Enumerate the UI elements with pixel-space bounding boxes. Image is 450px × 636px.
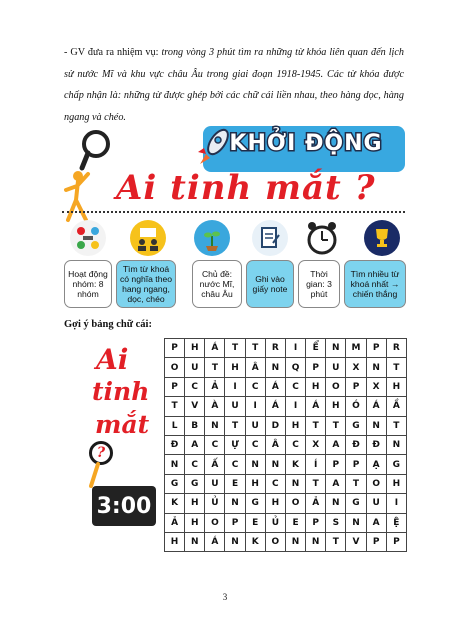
grid-cell: N (265, 358, 285, 377)
grid-cell: H (245, 474, 265, 493)
page-number: 3 (222, 592, 228, 602)
grid-cell: P (165, 377, 185, 396)
clock-icon (304, 220, 340, 256)
grid-cell: T (306, 474, 326, 493)
grid-cell: S (326, 513, 346, 532)
grid-cell: N (265, 455, 285, 474)
grid-cell: T (205, 358, 225, 377)
side-word-ai: Ai (96, 343, 129, 376)
grid-row (165, 474, 407, 493)
grid-cell: K (165, 494, 185, 513)
intro-prefix: - GV đưa ra nhiệm vụ: (64, 47, 162, 58)
grid-cell: N (165, 455, 185, 474)
grid-cell: Ệ (386, 513, 406, 532)
grid-cell: V (346, 532, 366, 551)
grid-cell: N (366, 358, 386, 377)
grid-cell: À (205, 397, 225, 416)
grid-cell: E (285, 513, 305, 532)
grid-cell: I (285, 397, 305, 416)
grid-cell: M (346, 339, 366, 358)
grid-cell: G (346, 416, 366, 435)
grid-cell: Đ (346, 435, 366, 454)
grid-cell: N (326, 339, 346, 358)
grid-cell: N (306, 532, 326, 551)
grid-cell: Ủ (265, 513, 285, 532)
grid-cell: G (346, 494, 366, 513)
grid-cell: X (306, 435, 326, 454)
grid-cell: T (386, 358, 406, 377)
grid-cell: Á (366, 397, 386, 416)
grid-cell: U (205, 474, 225, 493)
grid-cell: N (346, 513, 366, 532)
grid-cell: Ả (306, 494, 326, 513)
grid-cell: A (185, 435, 205, 454)
grid-cell: P (346, 455, 366, 474)
grid-cell: Ó (346, 397, 366, 416)
letter-grid (164, 338, 407, 552)
grid-cell: Â (245, 358, 265, 377)
banner-title: KHỞI ĐỘNG (229, 131, 383, 156)
grid-row (165, 494, 407, 513)
grid-cell: U (326, 358, 346, 377)
grid-cell: A (326, 474, 346, 493)
grid-cell: N (285, 532, 305, 551)
dotted-divider (62, 211, 405, 213)
grid-cell: C (245, 377, 265, 396)
grid-cell: C (225, 455, 245, 474)
grid-cell: O (366, 474, 386, 493)
grid-cell: P (225, 513, 245, 532)
grid-cell: T (326, 532, 346, 551)
grid-cell: G (245, 494, 265, 513)
grid-cell: Đ (366, 435, 386, 454)
grid-cell: T (346, 474, 366, 493)
grid-cell: P (366, 532, 386, 551)
grid-cell: I (225, 377, 245, 396)
intro-task: trong vòng 3 phút tìm ra những từ khóa liên quan đến lịch sử nước Mĩ và khu vực châu Âu trong giai đoạn 1918-1945. Các từ khóa được chấp nhận là: những từ được ghép bởi các chữ cái liền nhau, theo hàng dọc, hàng ngang và chéo. (64, 47, 404, 123)
grid-row (165, 377, 407, 396)
grid-cell: P (165, 339, 185, 358)
grid-cell: A (366, 513, 386, 532)
grid-cell: Ầ (386, 397, 406, 416)
grid-cell: H (185, 513, 205, 532)
grid-cell: Ả (165, 513, 185, 532)
grid-cell: K (245, 532, 265, 551)
grid-row (165, 513, 407, 532)
grid-cell: V (185, 397, 205, 416)
grid-cell: U (245, 416, 265, 435)
magnifier-handle-icon (88, 462, 102, 488)
grid-cell: P (346, 377, 366, 396)
grid-cell: H (185, 339, 205, 358)
grid-cell: Ủ (205, 494, 225, 513)
grid-cell: N (225, 532, 245, 551)
grid-cell: Đ (165, 435, 185, 454)
countdown-timer: 3:00 (92, 486, 156, 526)
grid-cell: Ả (205, 377, 225, 396)
grid-cell: L (165, 416, 185, 435)
grid-cell: P (306, 358, 326, 377)
grid-cell: O (205, 513, 225, 532)
grid-cell: H (386, 377, 406, 396)
card-activity: Hoạt động nhóm: 8 nhóm (64, 260, 112, 308)
card-topic: Chủ đề: nước Mĩ, châu Âu (192, 260, 242, 308)
grid-cell: C (285, 377, 305, 396)
grid-cell: I (386, 494, 406, 513)
card-note: Ghi vào giấy note (246, 260, 294, 308)
grid-cell: O (265, 532, 285, 551)
grid-cell: Ấ (205, 455, 225, 474)
grid-cell: C (285, 435, 305, 454)
grid-cell: P (366, 339, 386, 358)
grid-cell: H (285, 416, 305, 435)
magnifier-figure-icon (60, 128, 116, 228)
grid-cell: Q (285, 358, 305, 377)
section-title: Gợi ý bảng chữ cái: (64, 319, 152, 330)
grid-cell: O (285, 494, 305, 513)
icons-row (64, 220, 406, 260)
grid-cell: N (245, 455, 265, 474)
grid-cell: Ạ (366, 455, 386, 474)
grid-cell: H (306, 377, 326, 396)
grid-cell: Ự (225, 435, 245, 454)
grid-cell: O (165, 358, 185, 377)
grid-cell: X (346, 358, 366, 377)
grid-cell: H (225, 358, 245, 377)
grid-cell: Á (306, 397, 326, 416)
grid-cell: P (326, 455, 346, 474)
grid-cell: T (306, 416, 326, 435)
grid-cell: G (185, 474, 205, 493)
grid-row (165, 339, 407, 358)
grid-cell: N (366, 416, 386, 435)
grid-cell: T (165, 397, 185, 416)
game-title: Ai tinh mắt ? (116, 168, 376, 208)
grid-row (165, 416, 407, 435)
grid-cell: E (245, 513, 265, 532)
grid-cell: O (326, 377, 346, 396)
card-time: Thời gian: 3 phút (298, 260, 340, 308)
grid-cell: I (285, 339, 305, 358)
grid-cell: C (185, 455, 205, 474)
plant-icon (194, 220, 230, 256)
grid-row (165, 435, 407, 454)
grid-cell: C (265, 474, 285, 493)
grid-cell: X (366, 377, 386, 396)
grid-cell: T (225, 339, 245, 358)
grid-cell: H (165, 532, 185, 551)
grid-cell: Í (306, 455, 326, 474)
grid-cell: U (185, 358, 205, 377)
grid-cell: N (326, 494, 346, 513)
grid-cell: Á (265, 377, 285, 396)
steps-icon (70, 220, 106, 256)
grid-cell: T (225, 416, 245, 435)
grid-cell: A (326, 435, 346, 454)
grid-cell: P (306, 513, 326, 532)
grid-cell: Á (205, 339, 225, 358)
teamwork-icon (130, 220, 166, 256)
grid-row (165, 397, 407, 416)
grid-cell: R (265, 339, 285, 358)
trophy-icon (364, 220, 400, 256)
grid-cell: P (386, 532, 406, 551)
grid-cell: D (265, 416, 285, 435)
grid-cell: K (285, 455, 305, 474)
grid-cell: G (165, 474, 185, 493)
grid-cell: N (185, 532, 205, 551)
grid-cell: H (265, 494, 285, 513)
grid-cell: R (386, 339, 406, 358)
grid-cell: N (386, 435, 406, 454)
grid-cell: G (386, 455, 406, 474)
grid-cell: H (386, 474, 406, 493)
grid-cell: U (366, 494, 386, 513)
grid-cell: B (185, 416, 205, 435)
grid-cell: Á (265, 397, 285, 416)
intro-paragraph (64, 42, 404, 128)
grid-cell: C (245, 435, 265, 454)
note-icon (252, 220, 288, 256)
grid-row (165, 532, 407, 551)
grid-cell: Â (265, 435, 285, 454)
grid-cell: I (245, 397, 265, 416)
side-word-mat: mắt (95, 410, 150, 439)
grid-cell: H (185, 494, 205, 513)
grid-cell: T (245, 339, 265, 358)
grid-cell: H (326, 397, 346, 416)
grid-cell: N (285, 474, 305, 493)
grid-cell: C (205, 435, 225, 454)
grid-cell: E (225, 474, 245, 493)
grid-cell: T (386, 416, 406, 435)
question-mark-badge: ? (89, 441, 113, 465)
grid-row (165, 358, 407, 377)
grid-row (165, 455, 407, 474)
grid-cell: T (326, 416, 346, 435)
grid-cell: U (225, 397, 245, 416)
grid-cell: Ể (306, 339, 326, 358)
card-find-keywords: Tìm từ khoá có nghĩa theo hang ngang, dọc, chéo (116, 260, 176, 308)
grid-cell: Á (205, 532, 225, 551)
grid-cell: C (185, 377, 205, 396)
side-word-tinh: tinh (92, 377, 150, 406)
grid-cell: N (205, 416, 225, 435)
card-win: Tìm nhiều từ khoá nhất → chiến thắng (344, 260, 406, 308)
grid-cell: N (225, 494, 245, 513)
